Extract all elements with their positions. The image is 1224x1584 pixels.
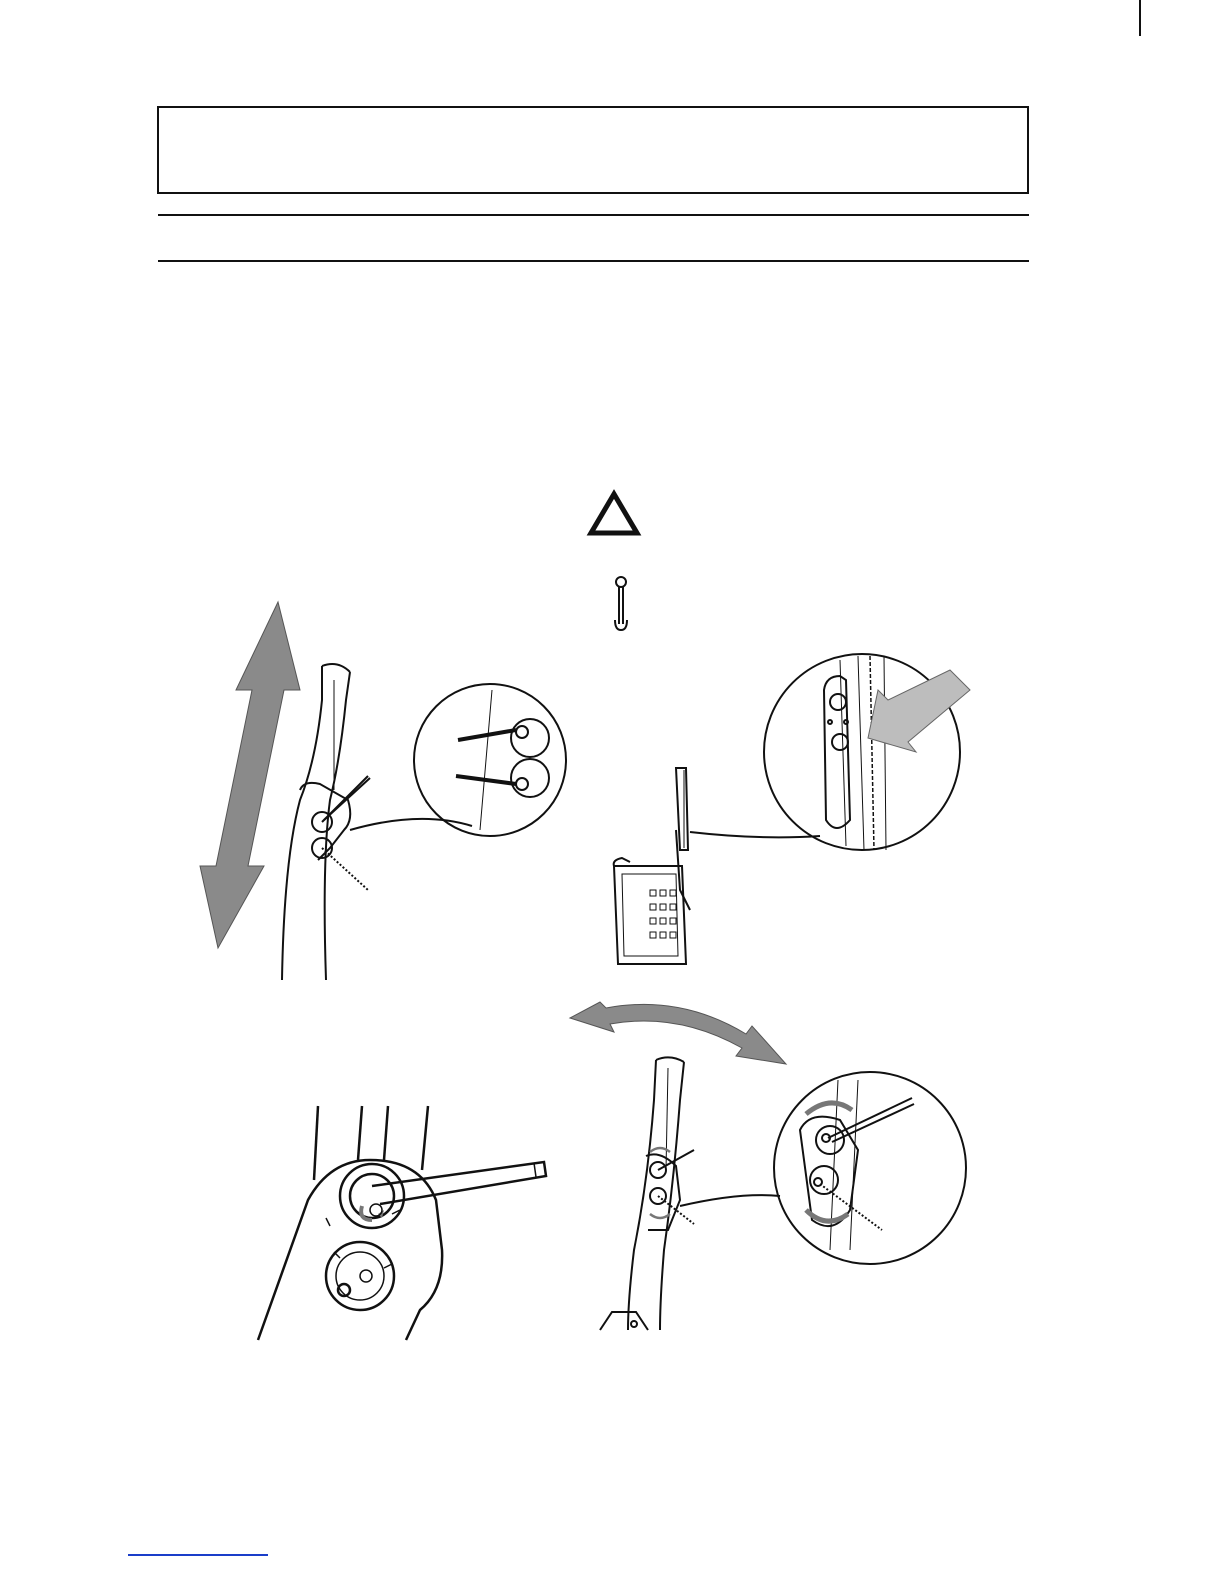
footer-link-underline[interactable]: [128, 1554, 268, 1556]
tilt-adjust-arrow-icon: [570, 1002, 786, 1064]
rotate-cw-arrow-icon: [806, 1103, 852, 1114]
wrench-icon: [615, 577, 627, 630]
warning-triangle-icon: [591, 494, 637, 533]
figure-height-adjust: [200, 602, 566, 980]
figure-hex-key-closeup: [258, 1106, 546, 1340]
pointer-arrow-icon: [868, 670, 970, 752]
figure-bracket-install: [614, 654, 970, 964]
figure-tilt-adjust: [570, 1002, 966, 1330]
